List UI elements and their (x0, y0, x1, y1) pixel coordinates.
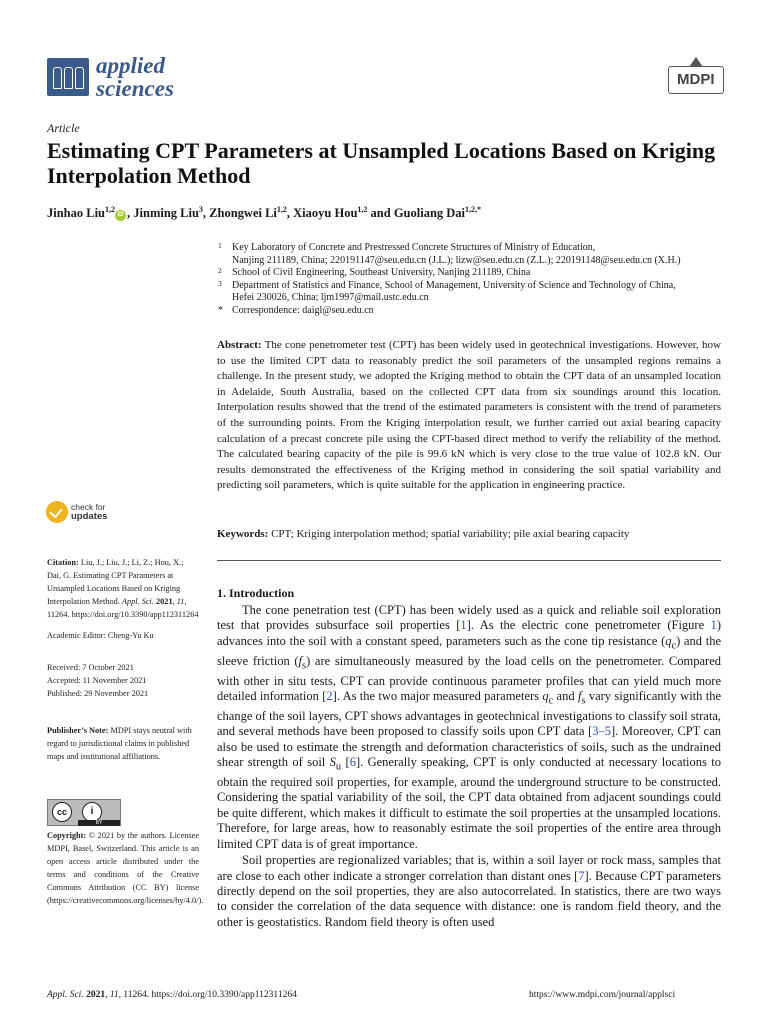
math-symbol: S (329, 755, 336, 770)
author-affiliation-mark: 1,2,* (465, 205, 482, 214)
accepted-date: Accepted: 11 November 2021 (47, 676, 147, 685)
journal-name-line2: sciences (96, 76, 174, 101)
orcid-icon[interactable]: iD (115, 210, 126, 221)
received-date: Received: 7 October 2021 (47, 663, 134, 672)
author-name[interactable]: Xiaoyu Hou (293, 206, 358, 221)
author-list (47, 205, 727, 221)
affiliation-line: Key Laboratory of Concrete and Prestressed Concrete Structures of Ministry of Education, (232, 242, 596, 253)
copyright-text: © 2021 by the authors. Licensee MDPI, Basel, Switzerland. This article is an open access article distributed under the terms and conditions of the Creative Commons Attribution (CC BY) license (https://creativecommons.org/licenses/by/4.0/). (47, 831, 204, 905)
abstract-text: The cone penetrometer test (CPT) has been widely used in geotechnical investigations. However, how to use the limited CPT data to reasonably predict the soil parameters of the unsampled regions remains a challenge. In the present study, we adopted the Kriging method to obtain the CPT data of an unsampled location in Adelaide, South Australia, based on the collected CPT data from six soundings around this location. Interpolation results showed that the trend of the estimated parameters is consistent with the trend of parameters of the surrounding points. From the Kriging interpolation result, we further carried out axial bearing capacity calculation of a precast concrete pile using the CPT-based direct method to verify the reliability of the method. The calculated bearing capacity of the pile is 99.6 kN which is very close to the true value of 102.8 kN. Our results demonstrated the effectiveness of the Kriging method in considering the soil spatial variability and predicting soil parameters, which is quite suitable for the application in engineering practice. (217, 339, 721, 492)
published-date: Published: 29 November 2021 (47, 689, 149, 698)
attribution-person-icon: i (82, 802, 102, 822)
text-run: ) are simultaneously measured by the load cells on the penetrometer. Compared with other in situ tests, CPT can provide continuous parameter profiles that can yield much more detailed information [ (217, 653, 721, 704)
author-name[interactable]: Guoliang Dai (393, 206, 466, 221)
copyright-label: Copyright: (47, 831, 87, 840)
publisher-note-text: MDPI stays neutral with regard to jurisdictional claims in published maps and institutional affiliations. (47, 726, 192, 761)
math-symbol: q (542, 689, 549, 704)
citation-year: 2021 (156, 597, 173, 606)
author-name[interactable]: Zhongwei Li (209, 206, 277, 221)
affiliation-mark: 2 (218, 266, 222, 275)
text-run: Soil properties are regionalized variables; that is, within a soil layer or rock mass, samples that are close to each other indicate a stronger correlation than distant ones [ (217, 853, 721, 883)
author-separator: and (367, 206, 394, 221)
affiliation-item (218, 267, 728, 280)
check-for-updates-icon[interactable] (46, 501, 68, 523)
citation-doi[interactable]: , 11264. https://doi.org/10.3390/app112311264 (47, 597, 199, 619)
text-run: [ (341, 755, 350, 770)
affiliation-line: Hefei 230026, China; ljm1997@mail.ustc.edu.cn (232, 292, 429, 303)
introduction-paragraph-2 (217, 853, 721, 930)
dates-block (47, 661, 199, 700)
introduction-paragraph-1 (217, 603, 721, 852)
footer-volume: 11 (109, 990, 119, 1000)
author-affiliation-mark: 3 (198, 205, 203, 214)
citation-link[interactable]: 2 (326, 689, 333, 704)
affiliation-mark: 1 (218, 241, 222, 250)
text-run: ]. Moreover, CPT can also be used to estimate the strength and deformation characteristics of soils, such as the undrained shear strength of soil (217, 724, 721, 770)
author-name[interactable]: Jinming Liu (133, 206, 199, 221)
journal-logo-icon (47, 58, 89, 96)
keywords-label: Keywords: (217, 528, 269, 540)
affiliation-mark: 3 (218, 278, 222, 288)
citation-text: Liu, J.; Liu, J.; Li, Z.; Hou, X.; Dai, G. Estimating CPT Parameters at Unsampled Locations Based on Kriging Interpolation Method. (47, 558, 184, 606)
affiliation-line: Department of Statistics and Finance, School of Management, University of Science and Technology of China, (232, 279, 676, 291)
footer-doi[interactable]: , 11264. https://doi.org/10.3390/app112311264 (118, 990, 297, 1000)
author-separator: , (202, 206, 210, 221)
journal-name (96, 54, 174, 100)
author-separator: , (127, 206, 134, 221)
affiliation-line: School of Civil Engineering, Southeast University, Nanjing 211189, China (232, 267, 531, 278)
math-symbol: f (577, 689, 582, 704)
journal-name-line1: applied (96, 53, 165, 78)
check-for-updates-line1: check for (71, 502, 106, 512)
footer-citation: Appl. Sci. 2021, 11, 11264. https://doi.org/10.3390/app112311264 (47, 990, 297, 1000)
subscript: c (671, 640, 677, 652)
introduction-body (217, 603, 721, 931)
text-run: ) advances into the soil with a constant speed, parameters such as the cone tip resistance ( (217, 618, 721, 648)
text-run: ]. As the two major measured parameters (332, 689, 543, 704)
citation-volume: 11 (176, 597, 185, 606)
section-divider (217, 560, 721, 561)
affiliation-line: Correspondence: daigl@seu.edu.cn (232, 304, 374, 316)
text-run: ) and the sleeve friction ( (217, 633, 721, 668)
citation-label: Citation: (47, 558, 79, 567)
citation-journal: Appl. Sci. (121, 597, 154, 606)
author-affiliation-mark: 1,2 (276, 205, 287, 214)
subscript: u (335, 761, 342, 773)
cc-by-label: BY (78, 820, 120, 826)
footer-year: 2021 (86, 990, 106, 1000)
text-run: ]. As the electric cone penetrometer (Figure (466, 618, 711, 633)
article-type: Article (47, 121, 80, 135)
author-name[interactable]: Jinhao Liu (47, 206, 106, 221)
affiliation-item (218, 280, 728, 305)
keywords (217, 528, 721, 540)
affiliation-item (218, 305, 728, 318)
citation-link[interactable]: 3–5 (592, 724, 612, 739)
citation-link[interactable]: 6 (349, 755, 356, 770)
paper-title: Estimating CPT Parameters at Unsampled Locations Based on Kriging Interpolation Method (47, 138, 716, 188)
cc-icon: cc (52, 802, 72, 822)
check-for-updates-link[interactable] (71, 503, 107, 521)
affiliation-line: Nanjing 211189, China; 220191147@seu.edu.cn (J.L.); lizw@seu.edu.cn (Z.L.); 220191148@seu.edu.cn (X.H.) (232, 254, 681, 266)
footer-journal-url[interactable]: https://www.mdpi.com/journal/applsci (529, 990, 676, 1000)
affiliation-item (218, 242, 728, 267)
affiliation-mark: * (218, 304, 223, 316)
affiliation-list (218, 242, 728, 317)
math-symbol: f (298, 653, 303, 668)
footer-journal: Appl. Sci. (47, 990, 84, 1000)
academic-editor: Academic Editor: Cheng-Yu Ku (47, 631, 154, 640)
citation-link[interactable]: 1 (710, 618, 717, 633)
check-for-updates-line2: updates (71, 511, 108, 522)
section-heading-introduction: 1. Introduction (217, 586, 295, 600)
math-symbol: q (665, 633, 672, 648)
author-affiliation-mark: 1,2 (105, 205, 116, 214)
author-affiliation-mark: 1,2 (357, 205, 368, 214)
subscript: s (581, 695, 586, 707)
citation-block: Citation: Liu, J.; Liu, J.; Li, Z.; Hou, X.; Dai, G. Estimating CPT Parameters at Unsampled Locations Based on Kriging Interpolation Method. Appl. Sci. 2021, 11, 11264. https://doi.org/10.3390/app112311264 (47, 558, 199, 619)
publisher-logo-text: MDPI (677, 71, 715, 88)
cc-license-badge[interactable] (47, 799, 121, 826)
text-run: vary significantly with the change of the soil layers, CPT shows advantages in geotechnical investigations to classify soil strata, and several methods have been proposed to classify soils upon CPT data [ (217, 689, 721, 739)
text-run: ]. Generally speaking, CPT is only conducted at necessary locations to obtain the required soil properties, for example, around the underground structure to be constructed. Considering the spatial variability of the soil, the CPT data obtained from adjacent soundings could be quite different, which makes it difficult to estimate the soil properties at the unsampled locations. Therefore, for large areas, how to reasonably estimate the soil properties of the entire area through limited CPT data is of great importance. (217, 755, 722, 851)
citation-link[interactable]: 1 (460, 618, 467, 633)
copyright-block (47, 829, 204, 907)
text-run: The cone penetration test (CPT) has been widely used as a quick and reliable soil exploration test that provides subsurface soil properties [ (217, 603, 721, 633)
abstract-label: Abstract: (217, 339, 262, 351)
keywords-text: CPT; Kriging interpolation method; spatial variability; pile axial bearing capacity (271, 528, 630, 540)
publisher-note (47, 724, 199, 763)
citation-link[interactable]: 7 (578, 868, 585, 883)
subscript: c (548, 695, 554, 707)
text-run: ]. Because CPT parameters directly depend on the soil properties, they are also autocorrelated. In statistics, there are two ways to consider the correlation of the data sequence with distance: one is random field theory, and the other is geostatistics. Random field theory is often used (217, 868, 721, 929)
abstract (217, 338, 721, 494)
publisher-note-label: Publisher’s Note: (47, 726, 109, 735)
publisher-logo (668, 66, 724, 94)
author-separator: , (286, 206, 294, 221)
subscript: s (302, 660, 307, 672)
text-run: and (553, 689, 578, 704)
